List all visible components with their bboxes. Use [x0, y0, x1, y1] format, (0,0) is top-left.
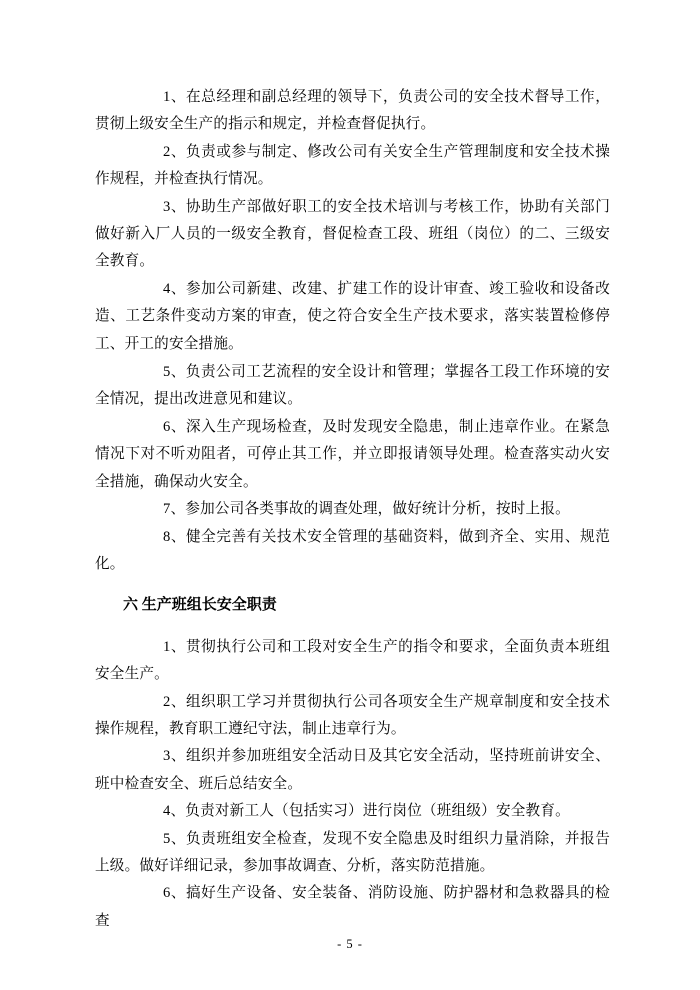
duty-item: 3、协助生产部做好职工的安全技术培训与考核工作，协助有关部门做好新入厂人员的一级安全教育，督促检查工段、班组（岗位）的二、三级安全教育。 [95, 198, 610, 270]
duty-item: 3、组织并参加班组安全活动日及其它安全活动，坚持班前讲安全、班中检查安全、班后总结安全。 [95, 748, 610, 792]
duty-item: 4、负责对新工人（包括实习）进行岗位（班组级）安全教育。 [163, 803, 570, 820]
duty-item-text: ；掌握各工段工作环境的安全情况，提出改进意见和建议。 [95, 364, 610, 408]
duty-item: 8、健全完善有关技术安全管理的基础资料，做到齐全、实用、规范化。 [95, 528, 610, 572]
duty-item: 6、搞好生产设备、安全装备、消防设施、防护器材和急救器具的检查 [95, 885, 610, 929]
duty-item-emphasis: 管理 [397, 363, 430, 381]
duty-item: 4、参加公司新建、改建、扩建工作的设计审查、竣工验收和设备改造、工艺条件变动方案的审查，使之符合安全生产技术要求，落实装置检修停工、开工的安全措施。 [95, 280, 610, 352]
duty-item: 1、贯彻执行公司和工段对安全生产的指令和要求，全面负责本班组安全生产。 [95, 638, 610, 683]
duty-item: 6、深入生产现场检查，及时发现安全隐患，制止违章作业。在紧急情况下对不听劝阻者，可停止其工作，并立即报请领导处理。检查落实动火安全措施，确保动火安全。 [95, 418, 610, 490]
duty-item: 2、负责或参与制定、修改公司有关安全生产管理制度和安全技术操作规程，并检查执行情况。 [95, 143, 610, 188]
duty-item: 1、在总经理和副总经理的领导下，负责公司的安全技术督导工作，贯彻上级安全生产的指示和规定，并检查督促执行。 [95, 89, 610, 133]
duty-item [95, 358, 610, 414]
page-number: - 5 - [337, 937, 363, 951]
section-heading: 六 生产班组长安全职责 [123, 597, 277, 614]
duty-item: 5、负责班组安全检查，发现不安全隐患及时组织力量消除，并报告上级。做好详细记录，参加事故调查、分析，落实防范措施。 [95, 830, 610, 874]
duty-item: 7、参加公司各类事故的调查处理，做好统计分析，按时上报。 [163, 501, 570, 518]
duty-item: 2、组织职工学习并贯彻执行公司各项安全生产规章制度和安全技术操作规程，教育职工遵纪守法，制止违章行为。 [95, 693, 610, 737]
duty-item-text: 5、负责公司工艺流程的安全设计和 [163, 364, 398, 381]
